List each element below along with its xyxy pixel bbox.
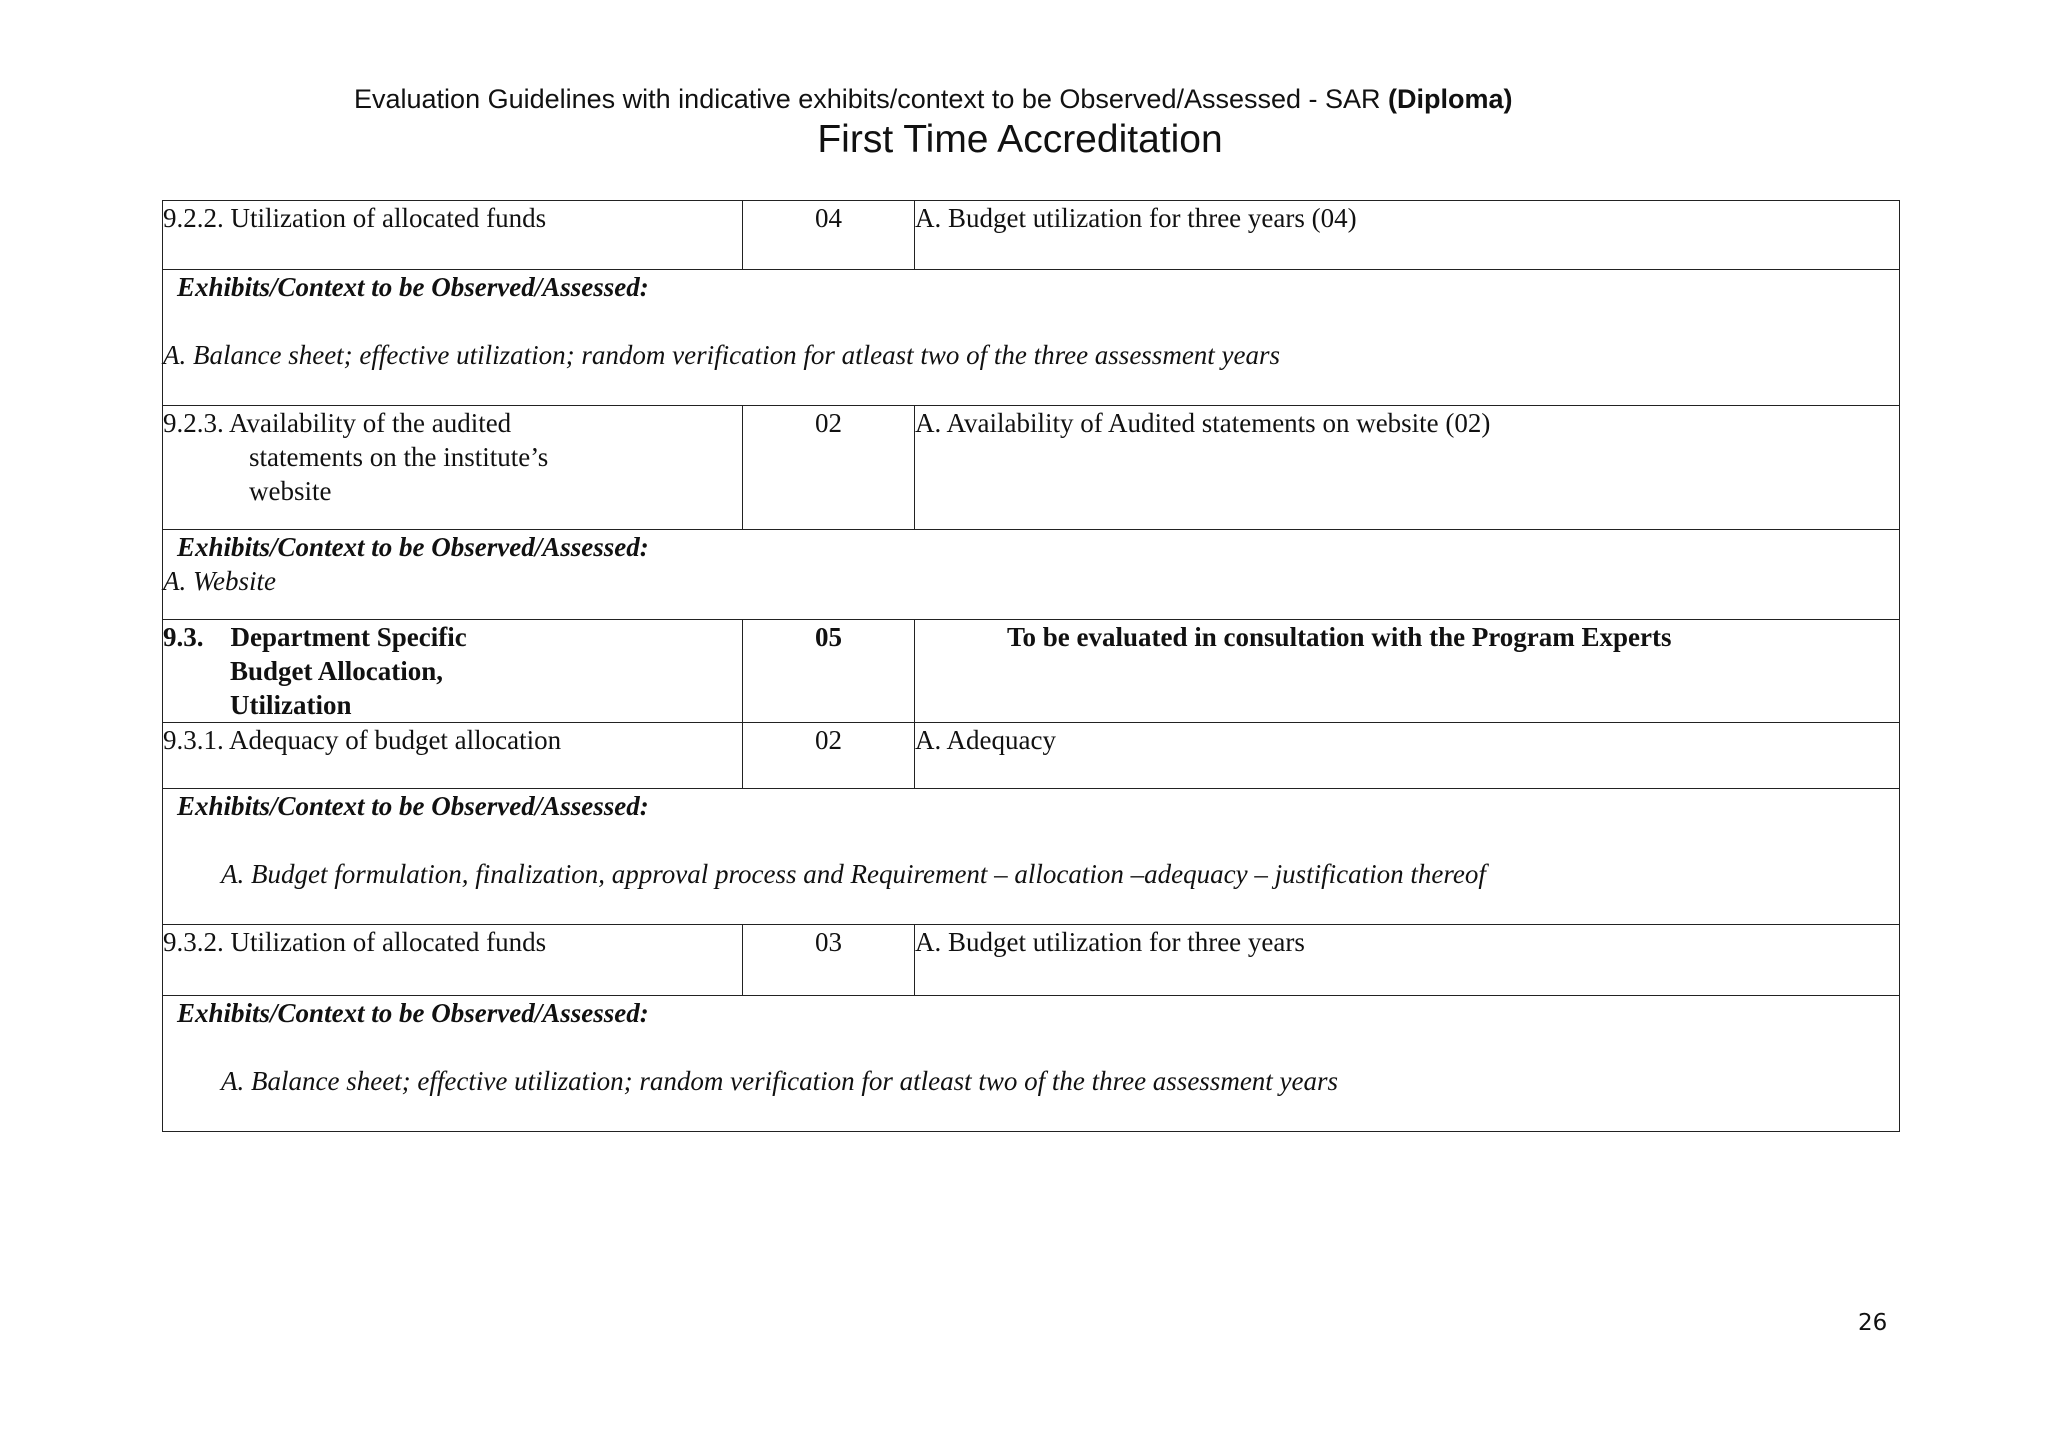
evaluation-cell: A. Availability of Audited statements on website (02) xyxy=(915,406,1900,530)
marks-cell: 05 xyxy=(743,620,915,723)
exhibits-cell xyxy=(163,530,1900,620)
criterion-row-9-3-2 xyxy=(163,925,1900,996)
exhibits-item: A. Balance sheet; effective utilization; random verification for atleast two of the three assessment years xyxy=(163,340,1281,370)
criterion-row-9-3 xyxy=(163,620,1900,723)
criterion-line: 9.2.3. Availability of the audited xyxy=(163,408,512,438)
exhibits-row-9-2-2 xyxy=(163,270,1900,406)
criterion-cell xyxy=(163,406,743,530)
marks-cell: 03 xyxy=(743,925,915,996)
criterion-row-9-3-1 xyxy=(163,723,1900,789)
exhibits-row-9-3-1 xyxy=(163,789,1900,925)
criterion-line: Budget Allocation, xyxy=(230,656,444,686)
criterion-line: statements on the institute’s xyxy=(249,442,549,472)
evaluation-cell: A. Adequacy xyxy=(915,723,1900,789)
criterion-line: Utilization xyxy=(230,690,352,720)
document-subtitle xyxy=(354,84,1513,115)
exhibits-cell xyxy=(163,270,1900,406)
evaluation-cell: A. Budget utilization for three years (04) xyxy=(915,201,1900,270)
exhibits-cell xyxy=(163,996,1900,1132)
subtitle-text: Evaluation Guidelines with indicative exhibits/context to be Observed/Assessed - SAR xyxy=(354,84,1389,114)
exhibits-heading: Exhibits/Context to be Observed/Assessed: xyxy=(177,532,649,562)
exhibits-heading: Exhibits/Context to be Observed/Assessed: xyxy=(177,791,649,821)
criterion-line: 9.3. Department Specific xyxy=(163,622,467,652)
criterion-cell: 9.3.2. Utilization of allocated funds xyxy=(163,925,743,996)
criterion-cell xyxy=(163,620,743,723)
marks-cell: 04 xyxy=(743,201,915,270)
exhibits-item: A. Budget formulation, finalization, approval process and Requirement – allocation –adequacy – justification thereof xyxy=(221,859,1486,889)
document-title: First Time Accreditation xyxy=(817,118,1223,161)
exhibits-heading: Exhibits/Context to be Observed/Assessed: xyxy=(177,272,649,302)
subtitle-bold-text: (Diploma) xyxy=(1388,84,1513,114)
evaluation-cell: To be evaluated in consultation with the Program Experts xyxy=(915,620,1900,723)
evaluation-table xyxy=(162,200,1900,1132)
evaluation-cell: A. Budget utilization for three years xyxy=(915,925,1900,996)
page-number: 26 xyxy=(1858,1310,1888,1336)
exhibits-cell xyxy=(163,789,1900,925)
criterion-cell: 9.2.2. Utilization of allocated funds xyxy=(163,201,743,270)
exhibits-item: A. Balance sheet; effective utilization; random verification for atleast two of the three assessment years xyxy=(221,1066,1339,1096)
criterion-line: website xyxy=(249,476,332,506)
exhibits-row-9-3-2 xyxy=(163,996,1900,1132)
criterion-row-9-2-2 xyxy=(163,201,1900,270)
marks-cell: 02 xyxy=(743,723,915,789)
exhibits-item: A. Website xyxy=(163,566,276,596)
criterion-cell: 9.3.1. Adequacy of budget allocation xyxy=(163,723,743,789)
exhibits-heading: Exhibits/Context to be Observed/Assessed: xyxy=(177,998,649,1028)
marks-cell: 02 xyxy=(743,406,915,530)
exhibits-row-9-2-3 xyxy=(163,530,1900,620)
criterion-row-9-2-3 xyxy=(163,406,1900,530)
